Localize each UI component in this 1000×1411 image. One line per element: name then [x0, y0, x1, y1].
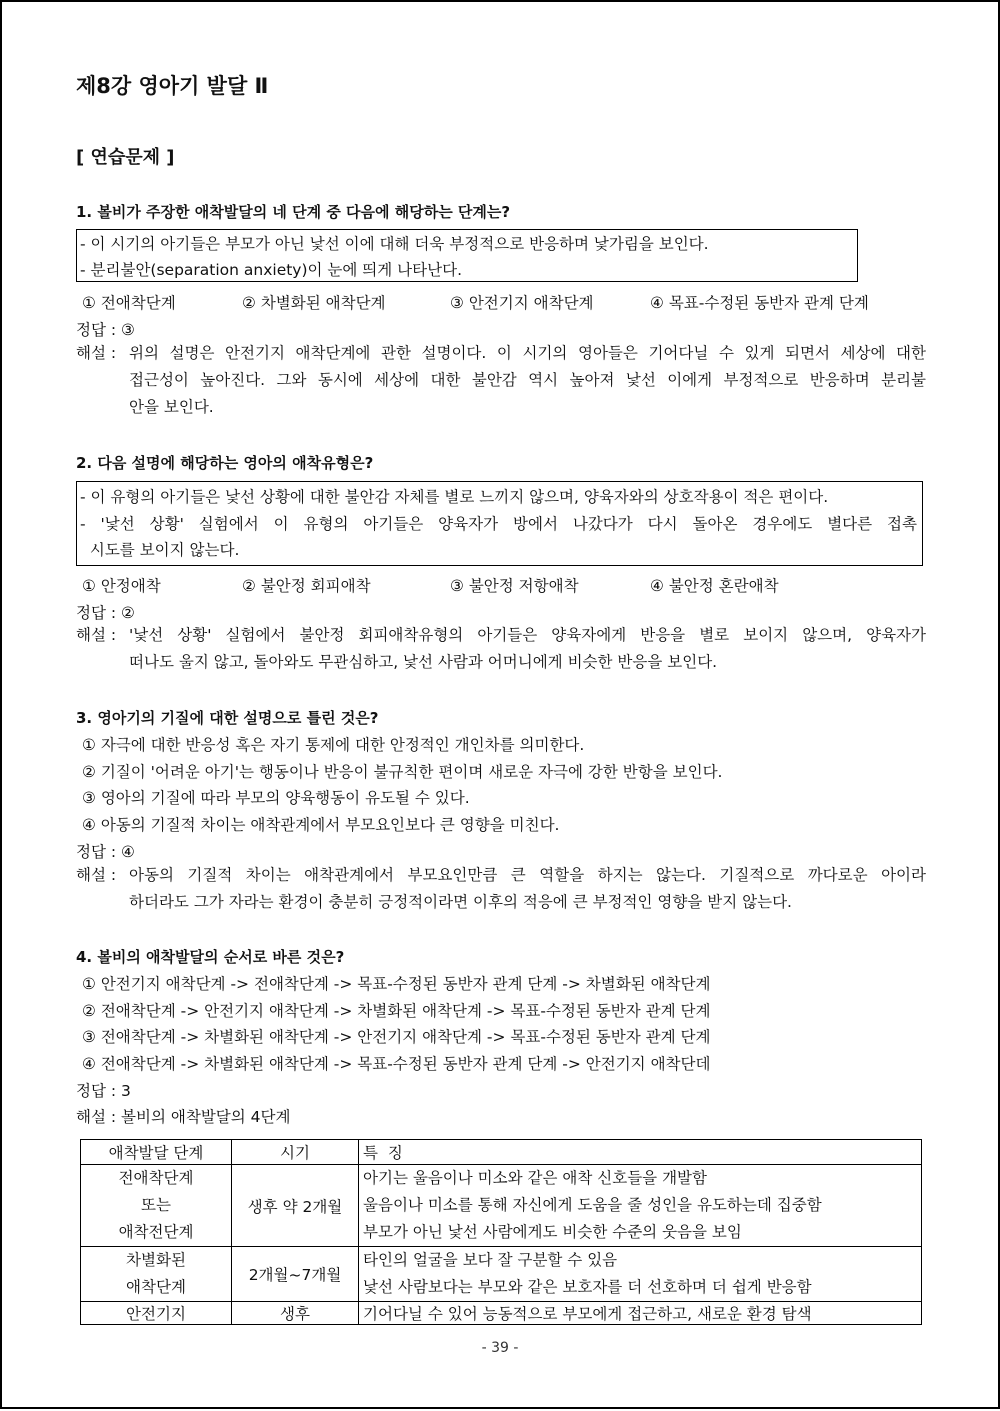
feature-text: 부모가 아닌 낯선 사람에게도 비슷한 수준의 웃음을 보임	[363, 1223, 742, 1241]
q4-option-4[interactable]: ④ 전애착단계 -> 차별화된 애착단계 -> 목표-수정된 동반자 관계 단계 -> 안전기지 애착단데	[82, 1055, 711, 1073]
stage-text: 차별화된	[126, 1251, 186, 1269]
features-cell: 기어다닐 수 있어 능동적으로 부모에게 접근하고, 새로운 환경 탐색	[359, 1302, 922, 1325]
explain-line: 아동의 기질적 차이는 애착관계에서 부모요인만큼 큰 역할을 하지는 않는다. 기질적으로 까다로운 아이라	[129, 866, 926, 884]
q3-explanation	[76, 862, 926, 916]
explain-line: '낯선 상황' 실험에서 불안정 회피애착유형의 아기들은 양육자에게 반응을 별로 보이지 않으며, 양육자가	[129, 626, 926, 644]
explain-line: 접근성이 높아진다. 그와 동시에 세상에 대한 불안감 역시 높아져 낯선 이에게 부정적으로 반응하며 분리불	[129, 371, 926, 389]
explain-line: 하더라도 그가 자라는 환경이 충분히 긍정적이라면 이후의 적응에 큰 부정적인 영향을 받지 않는다.	[129, 893, 792, 911]
stage-text: 전애착단계	[118, 1169, 194, 1187]
q1-explanation	[76, 340, 926, 421]
q3-option-1[interactable]: ① 자극에 대한 반응성 혹은 자기 통제에 대한 안정적인 개인차를 의미한다.	[82, 736, 585, 754]
period-cell: 생후	[232, 1302, 359, 1325]
q4-answer: 정답 : 3	[76, 1082, 131, 1100]
q4-option-2[interactable]: ② 전애착단계 -> 안전기지 애착단계 -> 차별화된 애착단계 -> 목표-수정된 동반자 관계 단계	[82, 1002, 711, 1020]
features-cell	[359, 1165, 922, 1247]
explain-line: 안을 보인다.	[129, 398, 214, 416]
feature-text: 타인의 얼굴을 보다 잘 구분할 수 있음	[363, 1251, 618, 1269]
q1-answer: 정답 : ③	[76, 321, 135, 339]
table-row	[81, 1247, 922, 1302]
q3-answer: 정답 : ④	[76, 843, 135, 861]
q2-option-2[interactable]: ② 불안정 회피애착	[242, 577, 371, 595]
table-row	[81, 1302, 922, 1325]
q2-option-4[interactable]: ④ 불안정 혼란애착	[650, 577, 779, 595]
stage-text: 또는	[141, 1196, 171, 1214]
stage-text: 애착전단계	[118, 1223, 194, 1241]
q2-explanation	[76, 622, 926, 676]
feature-text: 울음이나 미소를 통해 자신에게 도움을 줄 성인을 유도하는데 집중함	[363, 1196, 822, 1214]
page-number: - 39 -	[481, 1340, 519, 1356]
table-header-row	[81, 1140, 922, 1165]
q2-box-line: - 이 유형의 아기들은 낯선 상황에 대한 불안감 자체를 별로 느끼지 않으며, 양육자와의 상호작용이 적은 편이다.	[80, 488, 829, 506]
q2-answer: 정답 : ②	[76, 604, 135, 622]
q1-box-line: - 분리불안(separation anxiety)이 눈에 띄게 나타난다.	[80, 261, 462, 279]
stage-cell	[81, 1247, 232, 1302]
q1-option-3[interactable]: ③ 안전기지 애착단계	[450, 294, 594, 312]
q4-option-1[interactable]: ① 안전기지 애착단계 -> 전애착단계 -> 목표-수정된 동반자 관계 단계 -> 차별화된 애착단계	[82, 975, 711, 993]
q1-box	[76, 229, 858, 282]
q2-box-line: - '낯선 상황' 실험에서 이 유형의 아기들은 양육자가 방에서 나갔다가 다시 돌아온 경우에도 별다른 접촉	[80, 515, 917, 533]
q3-option-3[interactable]: ③ 영아의 기질에 따라 부모의 양육행동이 유도될 수 있다.	[82, 789, 470, 807]
q3-option-4[interactable]: ④ 아동의 기질적 차이는 애착관계에서 부모요인보다 큰 영향을 미친다.	[82, 816, 560, 834]
page-title: 제8강 영아기 발달 Ⅱ	[76, 74, 269, 98]
q1-option-4[interactable]: ④ 목표-수정된 동반자 관계 단계	[650, 294, 869, 312]
explain-label: 해설 :	[76, 344, 117, 362]
attachment-stage-table	[80, 1139, 922, 1325]
stage-text: 애착단계	[126, 1278, 186, 1296]
q4-question: 4. 볼비의 애착발달의 순서로 바른 것은?	[76, 948, 345, 966]
q2-box-line: 시도를 보이지 않는다.	[80, 541, 240, 559]
q2-question: 2. 다음 설명에 해당하는 영아의 애착유형은?	[76, 454, 374, 472]
stage-cell: 안전기지	[81, 1302, 232, 1325]
explain-line: 떠나도 울지 않고, 돌아와도 무관심하고, 낯선 사람과 어머니에게 비슷한 반응을 보인다.	[129, 653, 718, 671]
q1-option-1[interactable]: ① 전애착단계	[82, 294, 176, 312]
q1-question: 1. 볼비가 주장한 애착발달의 네 단계 중 다음에 해당하는 단계는?	[76, 203, 511, 221]
header-features: 특 징	[359, 1140, 922, 1165]
q4-explanation: 해설 : 볼비의 애착발달의 4단계	[76, 1108, 291, 1126]
q1-box-line: - 이 시기의 아기들은 부모가 아닌 낯선 이에 대해 더욱 부정적으로 반응하며 낯가림을 보인다.	[80, 235, 709, 253]
q2-option-3[interactable]: ③ 불안정 저항애착	[450, 577, 579, 595]
header-period: 시기	[232, 1140, 359, 1165]
q3-question: 3. 영아기의 기질에 대한 설명으로 틀린 것은?	[76, 709, 379, 727]
q1-option-2[interactable]: ② 차별화된 애착단계	[242, 294, 386, 312]
section-heading: [ 연습문제 ]	[76, 147, 175, 168]
explain-label: 해설 :	[76, 626, 117, 644]
stage-cell	[81, 1165, 232, 1247]
q2-box	[76, 481, 923, 566]
explain-line: 위의 설명은 안전기지 애착단계에 관한 설명이다. 이 시기의 영아들은 기어다닐 수 있게 되면서 세상에 대한	[129, 344, 926, 362]
period-cell: 생후 약 2개월	[232, 1165, 359, 1247]
feature-text: 낯선 사람보다는 부모와 같은 보호자를 더 선호하며 더 쉽게 반응함	[363, 1278, 812, 1296]
header-stage: 애착발달 단계	[81, 1140, 232, 1165]
q3-option-2[interactable]: ② 기질이 '어려운 아기'는 행동이나 반응이 불규칙한 편이며 새로운 자극에 강한 반항을 보인다.	[82, 763, 723, 781]
q4-option-3[interactable]: ③ 전애착단계 -> 차별화된 애착단계 -> 안전기지 애착단계 -> 목표-수정된 동반자 관계 단계	[82, 1028, 711, 1046]
explain-label: 해설 :	[76, 866, 117, 884]
period-cell: 2개월~7개월	[232, 1247, 359, 1302]
table-row	[81, 1165, 922, 1247]
feature-text: 아기는 울음이나 미소와 같은 애착 신호들을 개발함	[363, 1169, 707, 1187]
features-cell	[359, 1247, 922, 1302]
q2-option-1[interactable]: ① 안정애착	[82, 577, 161, 595]
